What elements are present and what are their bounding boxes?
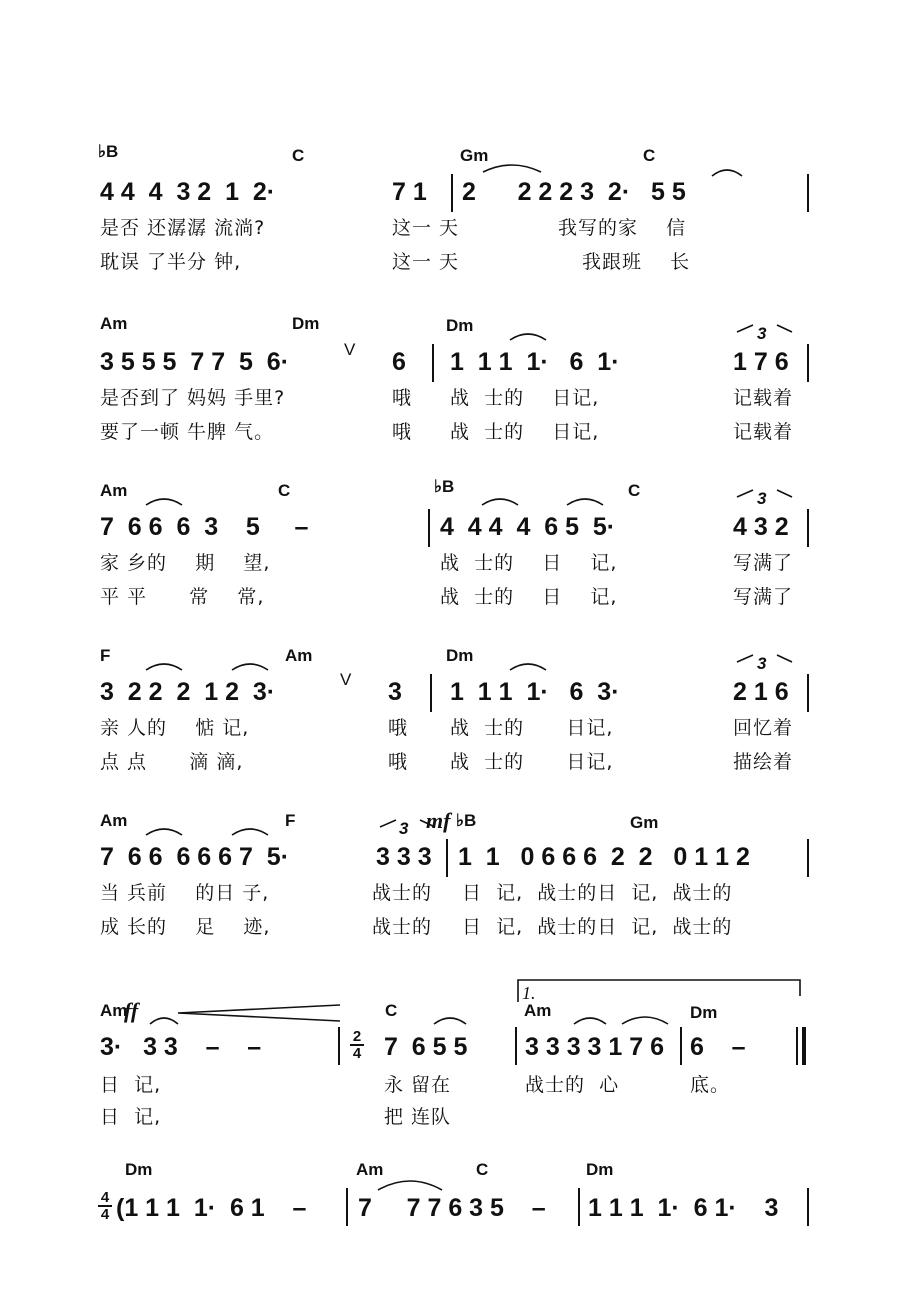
score-system-4 (0, 640, 900, 800)
chord-symbol: Am (285, 646, 313, 665)
chord-symbol: F (285, 811, 296, 830)
lyric-line-2: 点 点 滴 滴, (100, 751, 244, 773)
barline (432, 344, 434, 382)
lyric-line-1: 这一 天 (392, 217, 460, 239)
chord-symbol: C (385, 1001, 398, 1020)
chord-symbol: Dm (446, 316, 474, 335)
score-system-1 (0, 140, 900, 300)
lyric-line-1: 记载着 (733, 387, 794, 409)
lyric-line-2: 日 记, 战士的日 记, 战士的 (462, 916, 733, 938)
notation-measure: 3 3 3 (376, 843, 432, 871)
barline (578, 1188, 580, 1226)
triplet-mark: 3 (757, 654, 767, 673)
lyric-line-1: 我写的家 信 (558, 217, 687, 239)
lyric-line-1: 写满了 (733, 552, 794, 574)
triplet-mark: 3 (757, 489, 767, 508)
notation-measure: 2 2 2 2 3 2· 5 5 (462, 178, 686, 206)
barline (807, 1188, 809, 1226)
lyric-line-1: 战士的 心 (525, 1074, 620, 1096)
triplet-mark: 3 (757, 324, 767, 343)
breath-mark: V (340, 670, 352, 689)
time-signature: 4 4 (98, 1190, 112, 1222)
notation-measure: 4 3 2 (733, 513, 789, 541)
notation-measure: 7 7 7 6 3 5 – (358, 1194, 546, 1222)
notation-measure: 6 (392, 348, 406, 376)
lyric-line-1: 哦 (392, 387, 413, 409)
lyric-line-2: 战 士的 日记, (450, 751, 614, 773)
lyric-line-1: 是否到了 妈妈 手里? (100, 387, 286, 409)
chord-symbol: Am (524, 1001, 552, 1020)
chord-symbol: C (628, 481, 641, 500)
notation-measure: 7 6 5 5 (384, 1033, 468, 1061)
first-ending-label: 1. (522, 983, 536, 1003)
lyric-line-1: 回忆着 (733, 717, 794, 739)
barline (807, 674, 809, 712)
barline (680, 1027, 682, 1065)
score-system-5 (0, 805, 900, 965)
barline (428, 509, 430, 547)
barline (430, 674, 432, 712)
score-system-2 (0, 310, 900, 470)
final-barline (802, 1027, 806, 1065)
chord-symbol: C (278, 481, 291, 500)
lyric-line-1: 日 记, 战士的日 记, 战士的 (462, 882, 733, 904)
chord-symbol: Dm (292, 314, 320, 333)
chord-symbol: ♭B (98, 142, 119, 161)
barline (515, 1027, 517, 1065)
notation-measure: 3 (388, 678, 402, 706)
lyric-line-1: 战 士的 日 记, (440, 552, 618, 574)
lyric-line-2: 这一 天 (392, 251, 460, 273)
lyric-line-1: 是否 还潺潺 流淌? (100, 217, 266, 239)
barline (338, 1027, 340, 1065)
lyric-line-1: 底。 (690, 1074, 731, 1096)
score-system-3 (0, 475, 900, 635)
lyric-line-2: 战 士的 日 记, (440, 586, 618, 608)
lyric-line-1: 亲 人的 惦 记, (100, 717, 250, 739)
chord-symbol: Am (100, 314, 128, 333)
notation-measure: 1 1 1 1· 6 1· (450, 348, 620, 376)
score-system-6 (0, 985, 900, 1145)
notation-measure: 1 1 1 1· 6 1· 3 (588, 1194, 779, 1222)
lyric-line-2: 平 平 常 常, (100, 586, 265, 608)
chord-symbol: Gm (460, 146, 489, 165)
lyric-line-2: 把 连队 (384, 1106, 452, 1128)
chord-symbol: Dm (125, 1160, 153, 1179)
lyric-line-2: 要了一顿 牛脾 气。 (100, 421, 275, 443)
lyric-line-2: 耽误 了半分 钟, (100, 251, 242, 273)
lyric-line-2: 我跟班 长 (582, 251, 691, 273)
barline (346, 1188, 348, 1226)
chord-symbol: Am (100, 811, 128, 830)
chord-symbol: Am (100, 1001, 128, 1020)
notation-measure: 3 3 3 3 1 7 6 (525, 1033, 665, 1061)
lyric-line-1: 家 乡的 期 望, (100, 552, 271, 574)
notation-measure: 3 2 2 2 1 2 3· (100, 678, 276, 706)
barline (451, 174, 453, 212)
notation-measure: 1 1 1 1· 6 3· (450, 678, 620, 706)
lyric-line-1: 永 留在 (384, 1074, 452, 1096)
chord-symbol: Dm (446, 646, 474, 665)
notation-measure: 1 7 6 (733, 348, 789, 376)
barline (807, 344, 809, 382)
chord-symbol: C (476, 1160, 489, 1179)
breath-mark: V (344, 340, 356, 359)
lyric-line-2: 战士的 (372, 916, 433, 938)
chord-symbol: Am (356, 1160, 384, 1179)
lyric-line-1: 当 兵前 的日 子, (100, 882, 270, 904)
chord-symbol: Am (100, 481, 128, 500)
lyric-line-2: 写满了 (733, 586, 794, 608)
chord-symbol: F (100, 646, 111, 665)
lyric-line-1: 战 士的 日记, (450, 387, 600, 409)
chord-symbol: C (643, 146, 656, 165)
notation-measure: (1 1 1 1· 6 1 – (116, 1194, 307, 1222)
lyric-line-1: 日 记, (100, 1074, 162, 1096)
chord-symbol: C (292, 146, 305, 165)
notation-measure: 1 1 0 6 6 6 2 2 0 1 1 2 (458, 843, 750, 871)
barline (807, 839, 809, 877)
notation-measure: 7 6 6 6 3 5 – (100, 513, 309, 541)
barline (807, 174, 809, 212)
lyric-line-2: 日 记, (100, 1106, 162, 1128)
dynamic-mark: ff (124, 998, 139, 1023)
score-system-7 (0, 1150, 900, 1310)
time-signature: 2 4 (350, 1029, 364, 1061)
notation-measure: 2 1 6 (733, 678, 789, 706)
chord-symbol: ♭B (434, 477, 455, 496)
lyric-line-2: 战 士的 日记, (450, 421, 600, 443)
notation-measure: 7 1 (392, 178, 427, 206)
triplet-mark: 3 (399, 819, 409, 838)
lyric-line-1: 战士的 (372, 882, 433, 904)
dynamic-mark: mf (426, 808, 451, 833)
lyric-line-2: 描绘着 (733, 751, 794, 773)
notation-measure: 4 4 4 4 6 5 5· (440, 513, 616, 541)
lyric-line-2: 成 长的 足 迹, (100, 916, 271, 938)
lyric-line-2: 记载着 (733, 421, 794, 443)
barline (446, 839, 448, 877)
chord-symbol: Gm (630, 813, 659, 832)
chord-symbol: Dm (586, 1160, 614, 1179)
lyric-line-1: 战 士的 日记, (450, 717, 614, 739)
lyric-line-1: 哦 (388, 717, 409, 739)
lyric-line-2: 哦 (392, 421, 413, 443)
notation-measure: 3 5 5 5 7 7 5 6· (100, 348, 290, 376)
chord-symbol: Dm (690, 1003, 718, 1022)
notation-measure: 7 6 6 6 6 6 7 5· (100, 843, 290, 871)
barline (796, 1027, 798, 1065)
notation-measure: 6 – (690, 1033, 746, 1061)
barline (807, 509, 809, 547)
lyric-line-2: 哦 (388, 751, 409, 773)
notation-measure: 3· 3 3 – – (100, 1033, 262, 1061)
notation-measure: 4 4 4 3 2 1 2· (100, 178, 276, 206)
chord-symbol: ♭B (456, 811, 477, 830)
